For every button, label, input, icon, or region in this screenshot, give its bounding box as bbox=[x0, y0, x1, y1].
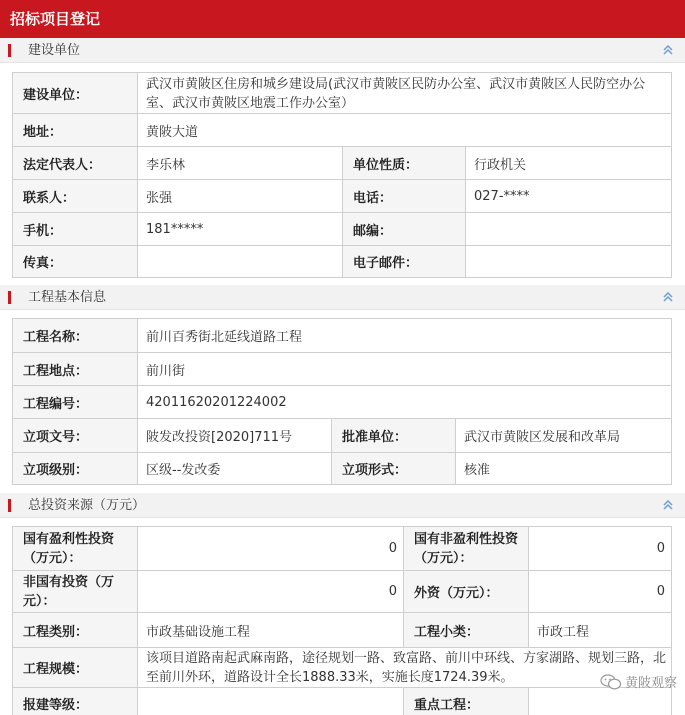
state-profit-label: 国有盈利性投资（万元）： bbox=[13, 527, 137, 570]
key-project-label: 重点工程： bbox=[403, 688, 528, 715]
watermark-text: 黄陂观察 bbox=[624, 676, 677, 691]
fax-label: 传真： bbox=[13, 246, 137, 277]
category-value: 市政基础设施工程 bbox=[137, 613, 403, 647]
table-row bbox=[13, 113, 671, 146]
project-code-value: 42011620201224002 bbox=[137, 386, 671, 418]
project-code-label: 工程编号： bbox=[13, 386, 137, 418]
state-nonprofit-value: 0 bbox=[528, 527, 671, 570]
location-value: 前川街 bbox=[137, 353, 671, 385]
fax-value bbox=[137, 246, 342, 277]
table-row bbox=[13, 687, 671, 715]
contact-value: 张强 bbox=[137, 180, 342, 212]
subcategory-label: 工程小类： bbox=[403, 613, 528, 647]
project-name-value: 前川百秀街北延线道路工程 bbox=[137, 319, 671, 352]
table-row bbox=[13, 647, 671, 687]
approver-label: 批准单位： bbox=[331, 419, 455, 452]
section-header-investment bbox=[0, 493, 685, 518]
table-row bbox=[13, 385, 671, 418]
table-row bbox=[13, 245, 671, 277]
section-header-unit bbox=[0, 38, 685, 63]
mobile-value: 181***** bbox=[137, 213, 342, 245]
nature-label: 单位性质： bbox=[342, 147, 465, 179]
table-row bbox=[13, 418, 671, 452]
double-chevron-up-icon[interactable] bbox=[661, 43, 675, 57]
contact-label: 联系人： bbox=[13, 180, 137, 212]
rep-value: 李乐林 bbox=[137, 147, 342, 179]
double-chevron-up-icon[interactable] bbox=[661, 498, 675, 512]
section-marker bbox=[8, 499, 11, 512]
table-row bbox=[13, 212, 671, 245]
unit-value: 武汉市黄陂区住房和城乡建设局(武汉市黄陂区民防办公室、武汉市黄陂区人民防空办公室、武汉市黄陂区地震工作办公室） bbox=[137, 73, 671, 113]
table-row bbox=[13, 612, 671, 647]
table-row bbox=[13, 146, 671, 179]
double-chevron-up-icon[interactable] bbox=[661, 290, 675, 304]
key-project-value bbox=[528, 688, 671, 715]
wechat-icon bbox=[600, 673, 622, 691]
form-label: 立项形式： bbox=[331, 453, 455, 484]
unit-table bbox=[12, 72, 672, 278]
location-label: 工程地点： bbox=[13, 353, 137, 385]
nonstate-value: 0 bbox=[137, 571, 403, 612]
rep-label: 法定代表人： bbox=[13, 147, 137, 179]
phone-value: 027-**** bbox=[465, 180, 671, 212]
project-name-label: 工程名称： bbox=[13, 319, 137, 352]
mobile-label: 手机： bbox=[13, 213, 137, 245]
foreign-label: 外资（万元）： bbox=[403, 571, 528, 612]
zip-label: 邮编： bbox=[342, 213, 465, 245]
level-value: 区级--发改委 bbox=[137, 453, 331, 484]
foreign-value: 0 bbox=[528, 571, 671, 612]
section-marker bbox=[8, 291, 11, 304]
unit-label: 建设单位： bbox=[13, 73, 137, 113]
table-row bbox=[13, 570, 671, 612]
table-row bbox=[13, 73, 671, 113]
page-title: 招标项目登记 bbox=[0, 0, 685, 38]
section-marker bbox=[8, 44, 11, 57]
scale-value: 该项目道路南起武麻南路，途径规划一路、致富路、前川中环线、方家湖路、规划三路，北至前川外环，道路设计全长1888.33米，实施长度1724.39米。 bbox=[137, 648, 671, 687]
table-row bbox=[13, 527, 671, 570]
approval-doc-value: 陂发改投资[2020]711号 bbox=[137, 419, 331, 452]
table-row bbox=[13, 319, 671, 352]
watermark bbox=[600, 672, 677, 691]
approver-value: 武汉市黄陂区发展和改革局 bbox=[455, 419, 671, 452]
address-label: 地址： bbox=[13, 114, 137, 146]
phone-label: 电话： bbox=[342, 180, 465, 212]
state-profit-value: 0 bbox=[137, 527, 403, 570]
level-label: 立项级别： bbox=[13, 453, 137, 484]
table-row bbox=[13, 452, 671, 484]
table-row bbox=[13, 352, 671, 385]
investment-table bbox=[12, 526, 672, 715]
project-table bbox=[12, 318, 672, 485]
state-nonprofit-label: 国有非盈利性投资（万元）： bbox=[403, 527, 528, 570]
section-title-unit: 建设单位 bbox=[28, 43, 81, 58]
scale-label: 工程规模： bbox=[13, 648, 137, 687]
grade-label: 报建等级： bbox=[13, 688, 137, 715]
subcategory-value: 市政工程 bbox=[528, 613, 671, 647]
nonstate-label: 非国有投资（万元）： bbox=[13, 571, 137, 612]
section-title-investment: 总投资来源（万元） bbox=[28, 498, 146, 513]
email-label: 电子邮件： bbox=[342, 246, 465, 277]
email-value bbox=[465, 246, 671, 277]
nature-value: 行政机关 bbox=[465, 147, 671, 179]
grade-value bbox=[137, 688, 403, 715]
category-label: 工程类别： bbox=[13, 613, 137, 647]
table-row bbox=[13, 179, 671, 212]
section-header-project bbox=[0, 285, 685, 310]
form-value: 核准 bbox=[455, 453, 671, 484]
approval-doc-label: 立项文号： bbox=[13, 419, 137, 452]
address-value: 黄陂大道 bbox=[137, 114, 671, 146]
zip-value bbox=[465, 213, 671, 245]
section-title-project: 工程基本信息 bbox=[28, 290, 107, 305]
